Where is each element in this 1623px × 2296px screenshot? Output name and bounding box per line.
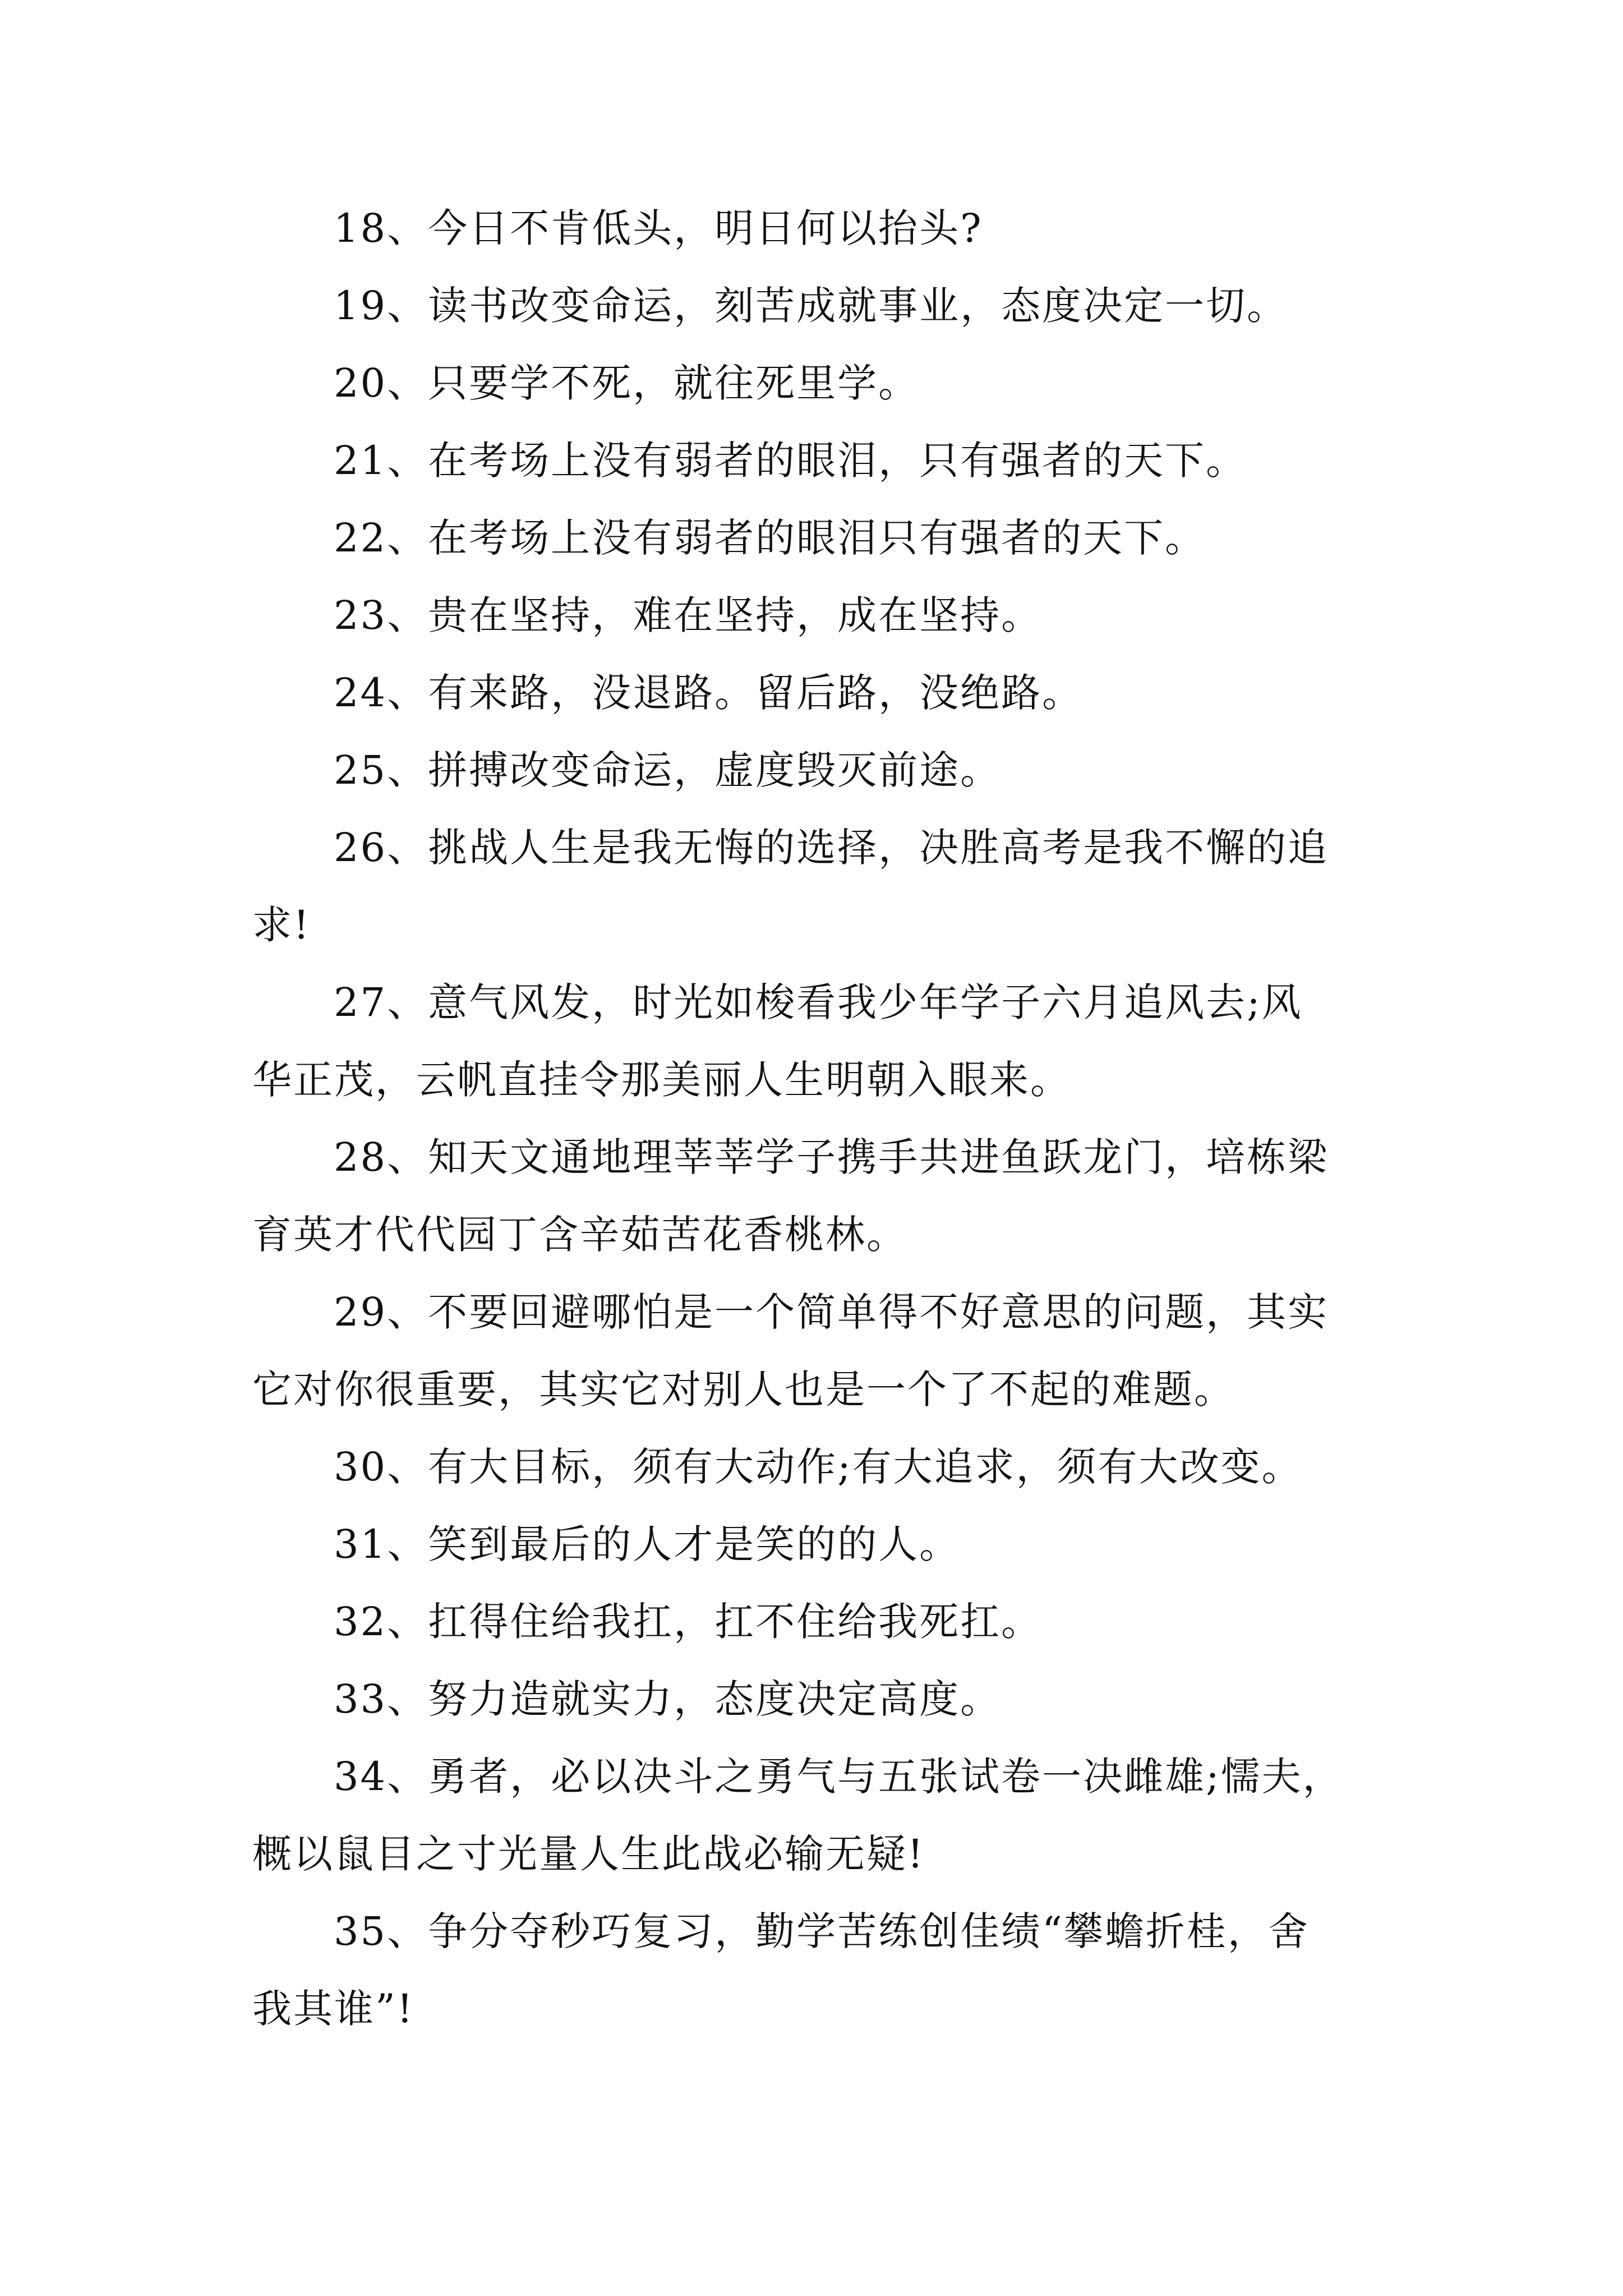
paragraph-line: 28、知天文通地理莘莘学子携手共进鱼跃龙门，培栋梁 [334,1134,1329,1180]
paragraph-20 [252,360,1374,407]
paragraph-24 [252,669,1374,717]
paragraph-30 [252,1443,1374,1491]
paragraph-22 [252,514,1374,562]
paragraph-line: 30、有大目标，须有大动作;有大追求，须有大改变。 [334,1444,1303,1490]
paragraph-line: 求! [252,902,311,948]
paragraph-32 [252,1598,1374,1646]
paragraph-line: 25、拼搏改变命运，虚度毁灭前途。 [334,747,1002,793]
paragraph-line: 育英才代代园丁含辛茹苦花香桃林。 [252,1212,907,1258]
paragraph-line: 23、贵在坚持，难在坚持，成在坚持。 [334,592,1043,638]
paragraph-line: 29、不要回避哪怕是一个简单得不好意思的问题，其实 [334,1289,1329,1335]
paragraph-31 [252,1521,1374,1568]
paragraph-line: 31、笑到最后的人才是笑的的人。 [334,1521,961,1567]
paragraph-line: 它对你很重要，其实它对别人也是一个了不起的难题。 [252,1366,1235,1412]
paragraph-34 [252,1753,1374,1878]
paragraph-25 [252,747,1374,794]
paragraph-line: 22、在考场上没有弱者的眼泪只有强者的天下。 [334,515,1206,561]
paragraph-18 [252,205,1374,252]
paragraph-line: 34、勇者，必以决斗之勇气与五张试卷一决雌雄;懦夫， [334,1754,1344,1800]
paragraph-line: 18、今日不肯低头，明日何以抬头? [334,205,983,251]
paragraph-line: 26、挑战人生是我无悔的选择，决胜高考是我不懈的追 [334,825,1329,871]
paragraph-line: 19、读书改变命运，刻苦成就事业，态度决定一切。 [334,283,1288,329]
paragraph-27 [252,979,1374,1104]
paragraph-33 [252,1676,1374,1723]
paragraph-29 [252,1289,1374,1414]
paragraph-line: 华正茂，云帆直挂令那美丽人生明朝入眼来。 [252,1057,1071,1103]
paragraph-23 [252,592,1374,639]
paragraph-28 [252,1134,1374,1259]
paragraph-line: 20、只要学不死，就往死里学。 [334,360,920,406]
paragraph-26 [252,824,1374,949]
paragraph-line: 33、努力造就实力，态度决定高度。 [334,1676,1002,1722]
paragraph-line: 35、争分夺秒巧复习，勤学苦练创佳绩“攀蟾折桂，舍 [334,1908,1310,1954]
paragraph-21 [252,437,1374,485]
paragraph-line: 32、扛得住给我扛，扛不住给我死扛。 [334,1599,1043,1645]
document-body [252,205,1374,2063]
paragraph-line: 概以鼠目之寸光量人生此战必输无疑! [252,1831,925,1877]
paragraph-line: 27、意气风发，时光如梭看我少年学子六月追风去;风 [334,979,1303,1025]
paragraph-35 [252,1908,1374,2033]
paragraph-line: 我其谁”! [252,1986,414,2032]
paragraph-line: 24、有来路，没退路。留后路，没绝路。 [334,670,1083,716]
paragraph-19 [252,282,1374,330]
paragraph-line: 21、在考场上没有弱者的眼泪，只有强者的天下。 [334,438,1247,484]
